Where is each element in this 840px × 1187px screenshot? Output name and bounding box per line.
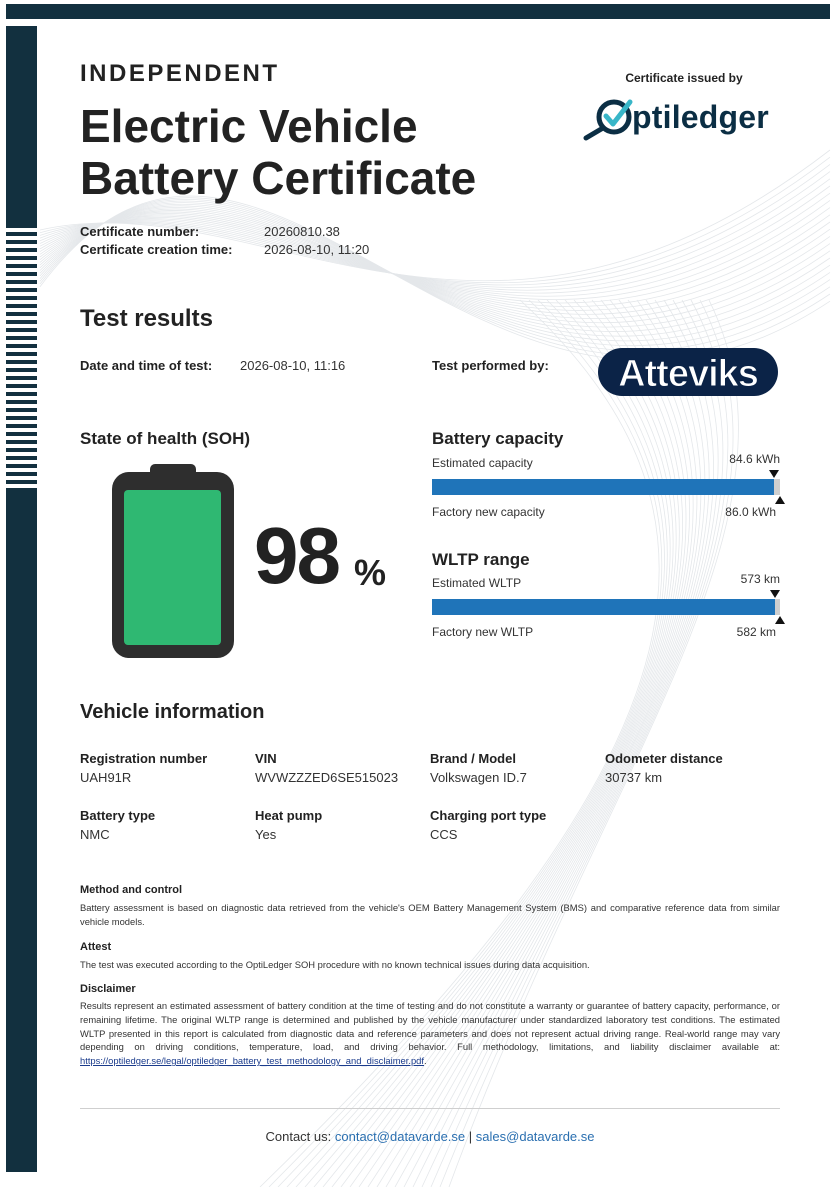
vehicle-field-value: Volkswagen ID.7 bbox=[430, 770, 527, 785]
factory-wltp-marker bbox=[775, 616, 785, 624]
certificate-number-label: Certificate number: bbox=[80, 224, 200, 239]
estimated-wltp-label: Estimated WLTP bbox=[432, 576, 522, 590]
vehicle-field-registration bbox=[80, 751, 207, 785]
disclaimer-body: Results represent an estimated assessment of battery condition at the time of testing and do not constitute a warranty or guarantee of battery capacity, performance, or remaining lifetime. The original WLTP range is determined and published by the vehicle manufacturer under standardized laboratory test conditions. The estimated WLTP presented in this report is calculated from diagnostic data and reference parameters and does not represent actual driving range. Real-world range may vary depending on driving conditions, temperature, load, and driving behavior. Full methodology, limitations, and liability disclaimer available at: bbox=[80, 1000, 780, 1053]
atteviks-logo bbox=[596, 344, 780, 400]
estimated-wltp-value: 573 km bbox=[740, 572, 780, 586]
vehicle-field-odometer bbox=[605, 751, 723, 785]
footer-divider bbox=[80, 1108, 780, 1109]
certificate-creation-value: 2026-08-10, 11:20 bbox=[264, 242, 370, 257]
vehicle-field-value: CCS bbox=[430, 827, 458, 842]
vehicle-field-label: Brand / Model bbox=[430, 751, 516, 766]
factory-capacity-value: 86.0 kWh bbox=[725, 505, 776, 519]
vehicle-field-label: Battery type bbox=[80, 808, 156, 823]
factory-capacity-label: Factory new capacity bbox=[432, 505, 545, 519]
wltp-bar-track bbox=[432, 599, 780, 615]
vehicle-field-label: Registration number bbox=[80, 751, 208, 766]
optiledger-logo-text: ptiledger bbox=[632, 99, 769, 135]
factory-wltp-value: 582 km bbox=[736, 625, 776, 639]
vehicle-field-label: VIN bbox=[255, 751, 277, 766]
disclaimer-title: Disclaimer bbox=[80, 983, 136, 995]
vehicle-info-heading: Vehicle information bbox=[80, 701, 265, 723]
sidebar-stripes bbox=[6, 228, 37, 490]
footer-contact bbox=[80, 1129, 780, 1144]
disclaimer-end: . bbox=[423, 1055, 427, 1067]
left-sidebar-bar bbox=[6, 26, 37, 1172]
title-line-1: Electric Vehicle bbox=[80, 100, 418, 152]
capacity-bar-fill bbox=[432, 479, 774, 495]
soh-value: 98 bbox=[254, 511, 339, 600]
disclaimer-text bbox=[80, 999, 780, 1068]
atteviks-logo-text: Atteviks bbox=[618, 353, 758, 395]
vehicle-field-label: Charging port type bbox=[430, 808, 547, 823]
factory-wltp-label: Factory new WLTP bbox=[432, 625, 534, 639]
vehicle-field-heat-pump bbox=[255, 808, 322, 842]
wltp-bar-fill bbox=[432, 599, 775, 615]
vehicle-field-value: NMC bbox=[80, 827, 110, 842]
top-border-bar bbox=[6, 4, 830, 19]
estimated-capacity-value: 84.6 kWh bbox=[729, 452, 780, 466]
test-performed-by-label: Test performed by: bbox=[432, 358, 549, 373]
vehicle-field-value: UAH91R bbox=[80, 770, 132, 785]
soh-unit: % bbox=[354, 552, 387, 593]
issued-by-label: Certificate issued by bbox=[625, 71, 743, 85]
certificate-title bbox=[80, 100, 476, 204]
vehicle-field-battery-type bbox=[80, 808, 155, 842]
vehicle-field-vin bbox=[255, 751, 398, 785]
title-line-2: Battery Certificate bbox=[80, 152, 477, 204]
vehicle-field-charging-port bbox=[430, 808, 546, 842]
soh-heading: State of health (SOH) bbox=[80, 429, 251, 448]
method-title: Method and control bbox=[80, 884, 183, 896]
test-date-label: Date and time of test: bbox=[80, 358, 213, 373]
certificate-kicker: INDEPENDENT bbox=[80, 60, 280, 87]
vehicle-field-label: Heat pump bbox=[255, 808, 323, 823]
contact-email-link[interactable]: contact@datavarde.se bbox=[334, 1129, 466, 1144]
attest-text: The test was executed according to the OptiLedger SOH procedure with no known technical issues during data acquisition. bbox=[80, 959, 590, 970]
test-results-heading: Test results bbox=[80, 305, 213, 332]
wltp-heading: WLTP range bbox=[432, 550, 530, 569]
vehicle-field-value: Yes bbox=[255, 827, 277, 842]
battery-capacity-heading: Battery capacity bbox=[432, 429, 564, 448]
estimated-capacity-label: Estimated capacity bbox=[432, 456, 533, 470]
certificate-number-value: 20260810.38 bbox=[264, 224, 340, 239]
contact-label: Contact us: bbox=[265, 1129, 332, 1144]
capacity-bar-track bbox=[432, 479, 780, 495]
vehicle-field-brand-model bbox=[430, 751, 527, 785]
estimated-wltp-marker bbox=[770, 590, 780, 598]
estimated-capacity-marker bbox=[769, 470, 779, 478]
attest-title: Attest bbox=[80, 941, 112, 953]
factory-capacity-marker bbox=[775, 496, 785, 504]
vehicle-field-value: WVWZZZED6SE515023 bbox=[255, 770, 399, 785]
method-text: Battery assessment is based on diagnostic data retrieved from the vehicle's OEM Battery Management System (BMS) and comparative reference data from similar vehicle models. bbox=[80, 902, 780, 927]
certificate-creation-label: Certificate creation time: bbox=[80, 242, 233, 257]
test-date-value: 2026-08-10, 11:16 bbox=[240, 358, 346, 373]
contact-separator: | bbox=[468, 1129, 473, 1144]
vehicle-field-label: Odometer distance bbox=[605, 751, 723, 766]
battery-fill-level bbox=[124, 490, 221, 645]
sales-email-link[interactable]: sales@datavarde.se bbox=[475, 1129, 595, 1144]
vehicle-field-value: 30737 km bbox=[605, 770, 663, 785]
disclaimer-link[interactable]: https://optiledger.se/legal/optiledger_battery_test_methodology_and_disclaimer.pdf bbox=[80, 1055, 424, 1067]
